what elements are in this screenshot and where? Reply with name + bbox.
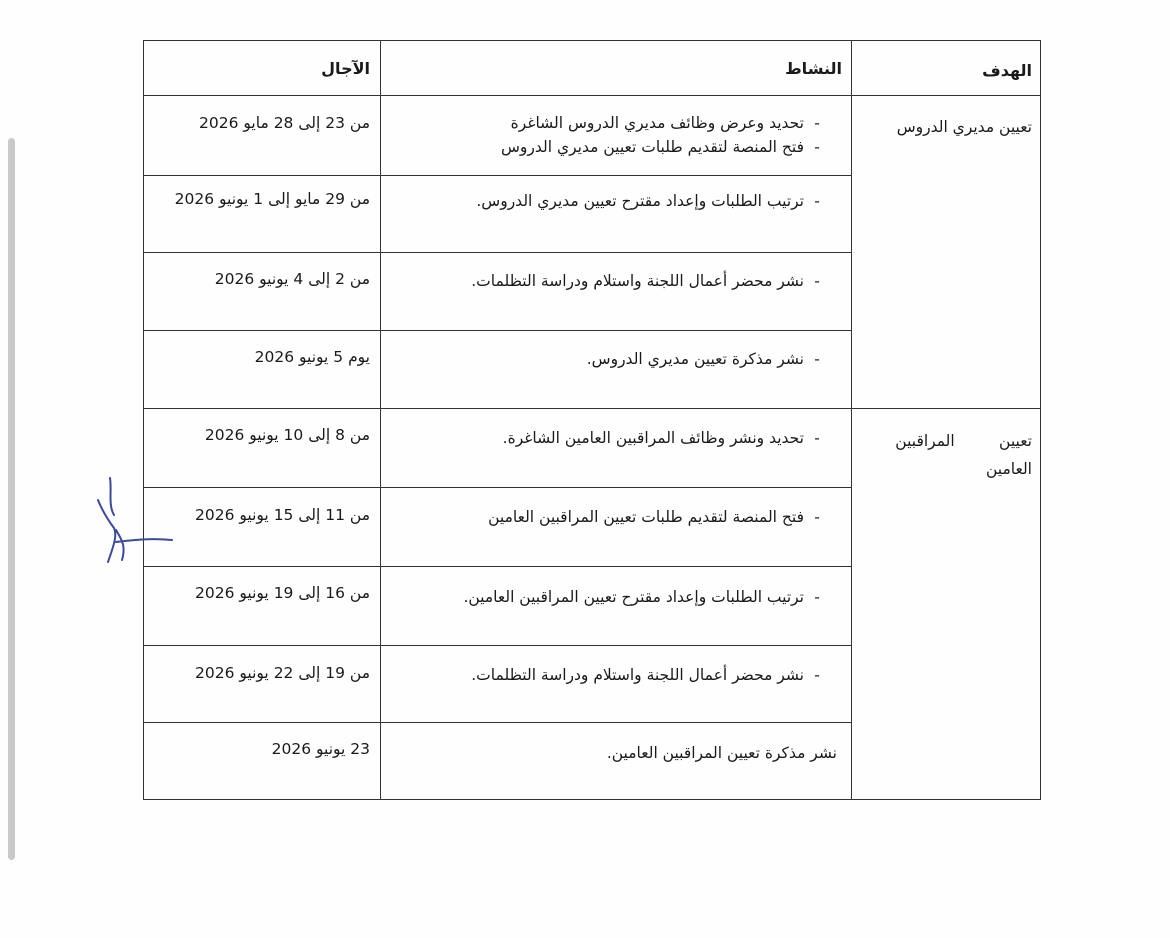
deadline-cell: من 16 إلى 19 يونيو 2026 xyxy=(195,584,370,602)
header-goal: الهدف xyxy=(982,61,1032,80)
row-divider xyxy=(144,252,852,253)
header-deadline: الآجال xyxy=(321,59,370,78)
row-divider xyxy=(144,175,852,176)
row-divider xyxy=(144,722,852,723)
activity-item: - تحديد ونشر وظائف المراقبين العامين الشاغرة. xyxy=(503,426,830,450)
goal-general-supervisors-line2: العامين xyxy=(985,460,1032,478)
header-activity: النشاط xyxy=(785,59,842,78)
activity-cell xyxy=(587,347,830,371)
deadline-cell: من 2 إلى 4 يونيو 2026 xyxy=(214,270,370,288)
scrollbar[interactable] xyxy=(8,138,15,860)
row-divider xyxy=(144,645,852,646)
goal-course-directors: تعيين مديري الدروس xyxy=(896,118,1032,136)
activity-cell xyxy=(471,269,830,293)
activity-item: - تحديد وعرض وظائف مديري الدروس الشاغرة xyxy=(501,111,830,135)
deadline-cell: من 11 إلى 15 يونيو 2026 xyxy=(195,506,370,524)
activity-cell xyxy=(501,111,830,159)
column-divider xyxy=(851,41,852,799)
activity-cell xyxy=(463,585,830,609)
deadline-cell: من 29 مايو إلى 1 يونيو 2026 xyxy=(174,190,370,208)
deadline-cell: من 23 إلى 28 مايو 2026 xyxy=(199,114,370,132)
activity-item: - نشر مذكرة تعيين مديري الدروس. xyxy=(587,347,830,371)
goal-general-supervisors: تعيين المراقبين xyxy=(895,432,1032,450)
activity-cell xyxy=(488,505,830,529)
activity-cell: نشر مذكرة تعيين المراقبين العامين. xyxy=(606,744,837,762)
column-divider xyxy=(380,41,381,799)
row-divider xyxy=(144,95,1040,96)
handwritten-initials-signature xyxy=(88,470,178,570)
activity-item: - فتح المنصة لتقديم طلبات تعيين مديري الدروس xyxy=(501,135,830,159)
activity-item: - ترتيب الطلبات وإعداد مقترح تعيين المراقبين العامين. xyxy=(463,585,830,609)
activity-item: - نشر محضر أعمال اللجنة واستلام ودراسة التظلمات. xyxy=(471,663,830,687)
deadline-cell: من 8 إلى 10 يونيو 2026 xyxy=(204,426,370,444)
activity-item: - نشر محضر أعمال اللجنة واستلام ودراسة التظلمات. xyxy=(471,269,830,293)
row-divider xyxy=(144,487,852,488)
row-divider xyxy=(144,330,852,331)
deadline-cell: من 19 إلى 22 يونيو 2026 xyxy=(195,664,370,682)
schedule-table xyxy=(143,40,1041,800)
activity-cell xyxy=(476,189,830,213)
activity-item: - فتح المنصة لتقديم طلبات تعيين المراقبين العامين xyxy=(488,505,830,529)
activity-cell xyxy=(503,426,830,450)
deadline-cell: 23 يونيو 2026 xyxy=(271,740,370,758)
deadline-cell: يوم 5 يونيو 2026 xyxy=(254,348,370,366)
row-divider xyxy=(144,408,1040,409)
activity-item: - ترتيب الطلبات وإعداد مقترح تعيين مديري الدروس. xyxy=(476,189,830,213)
row-divider xyxy=(144,566,852,567)
activity-cell xyxy=(471,663,830,687)
